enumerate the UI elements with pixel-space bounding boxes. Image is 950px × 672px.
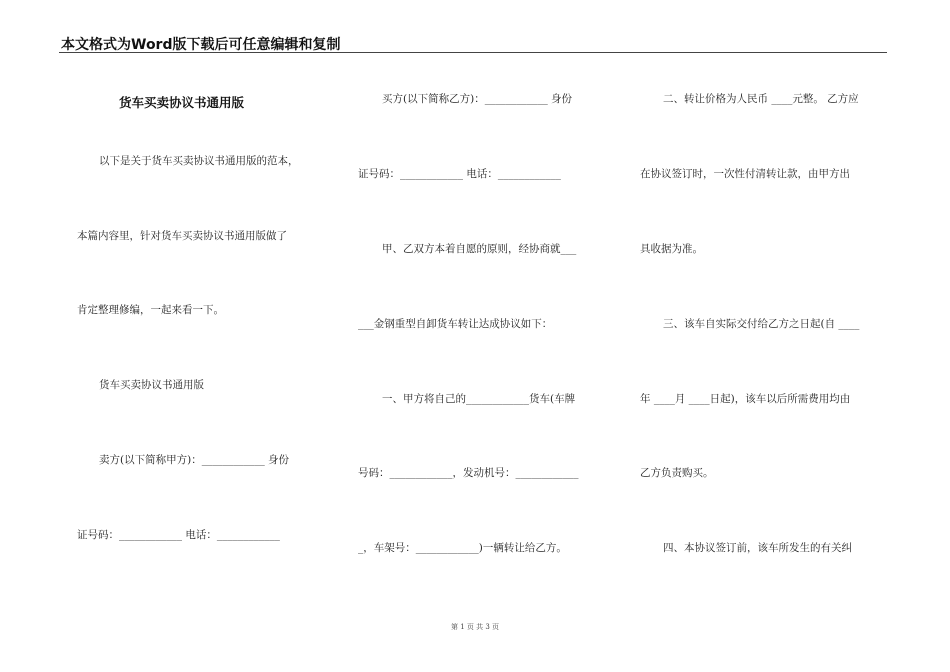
- doc-title: 货车买卖协议书通用版: [119, 95, 245, 110]
- header-divider: [59, 52, 887, 53]
- col2-line-3: 甲、乙双方本着自愿的原则，经协商就___: [382, 243, 577, 255]
- col1-line-2: 本篇内容里，针对货车买卖协议书通用版做了: [77, 230, 287, 242]
- page-number: 第 1 页 共 3 页: [450, 623, 500, 631]
- col1-line-5: 卖方(以下简称甲方)：____________ 身份: [99, 454, 290, 466]
- col3-line-7: 四、本协议签订前，该车所发生的有关纠: [663, 542, 852, 554]
- col3-line-5: 年 ____月 ____日起)，该车以后所需费用均由: [640, 393, 851, 405]
- col2-line-2: 证号码：____________ 电话：____________: [358, 168, 561, 180]
- col2-line-5: 一、甲方将自己的____________货车(车牌: [382, 393, 576, 405]
- col2-line-1: 买方(以下简称乙方)：____________ 身份: [382, 93, 573, 105]
- col1-line-1: 以下是关于货车买卖协议书通用版的范本，: [99, 155, 299, 167]
- col2-line-7: _，车架号：____________)一辆转让给乙方。: [358, 542, 567, 554]
- col3-line-1: 二、转让价格为人民币 ____元整。 乙方应: [663, 93, 859, 105]
- col3-line-6: 乙方负责购买。: [640, 467, 714, 479]
- col2-line-4: ___金钢重型自卸货车转让达成协议如下：: [358, 318, 553, 330]
- col2-line-6: 号码：____________，发动机号：____________: [358, 467, 579, 479]
- col3-line-3: 具收据为准。: [640, 243, 703, 255]
- col3-line-4: 三、该车自实际交付给乙方之日起(自 ____: [663, 318, 860, 330]
- col1-line-3: 肯定整理修编，一起来看一下。: [77, 304, 224, 316]
- col1-line-4: 货车买卖协议书通用版: [99, 379, 204, 391]
- col1-line-6: 证号码：____________ 电话：____________: [77, 529, 280, 541]
- col3-line-2: 在协议签订时，一次性付清转让款，由甲方出: [640, 168, 850, 180]
- document-header-title: 本文格式为Word版下载后可任意编辑和复制: [61, 37, 341, 53]
